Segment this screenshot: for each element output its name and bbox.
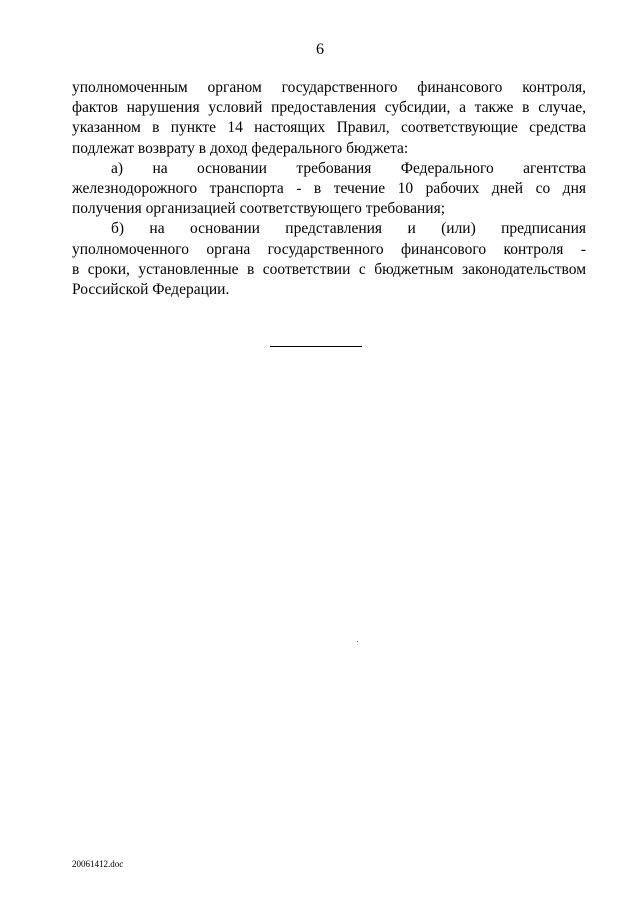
paragraph-item-a [72,159,586,220]
text-line: фактов нарушения условий предоставления субсидии, а также в случае, [72,99,586,117]
text-line: Российской Федерации. [72,281,230,299]
page-number: 6 [316,41,324,58]
paragraph-continuation [72,78,586,159]
paragraph-item-b [72,219,586,300]
footer-filename: 20061412.doc [72,859,124,869]
text-line: подлежат возврату в доход федерального бюджета: [72,139,409,157]
text-line: железнодорожного транспорта - в течение 10 рабочих дней со дня [72,180,586,198]
text-line: получения организацией соответствующего требования; [72,200,446,218]
end-separator-line [270,346,362,347]
text-line: уполномоченного органа государственного финансового контроля - [72,240,586,258]
text-line: указанном в пункте 14 настоящих Правил, соответствующие средства [72,119,586,137]
document-body [72,78,586,300]
text-line: в сроки, установленные в соответствии с бюджетным законодательством [72,260,586,278]
text-line: уполномоченным органом государственного финансового контроля, [72,79,586,96]
text-line: а) на основании требования Федерального агентства [111,159,586,177]
text-line: б) на основании представления и (или) предписания [111,220,586,238]
scan-speck [357,641,358,642]
